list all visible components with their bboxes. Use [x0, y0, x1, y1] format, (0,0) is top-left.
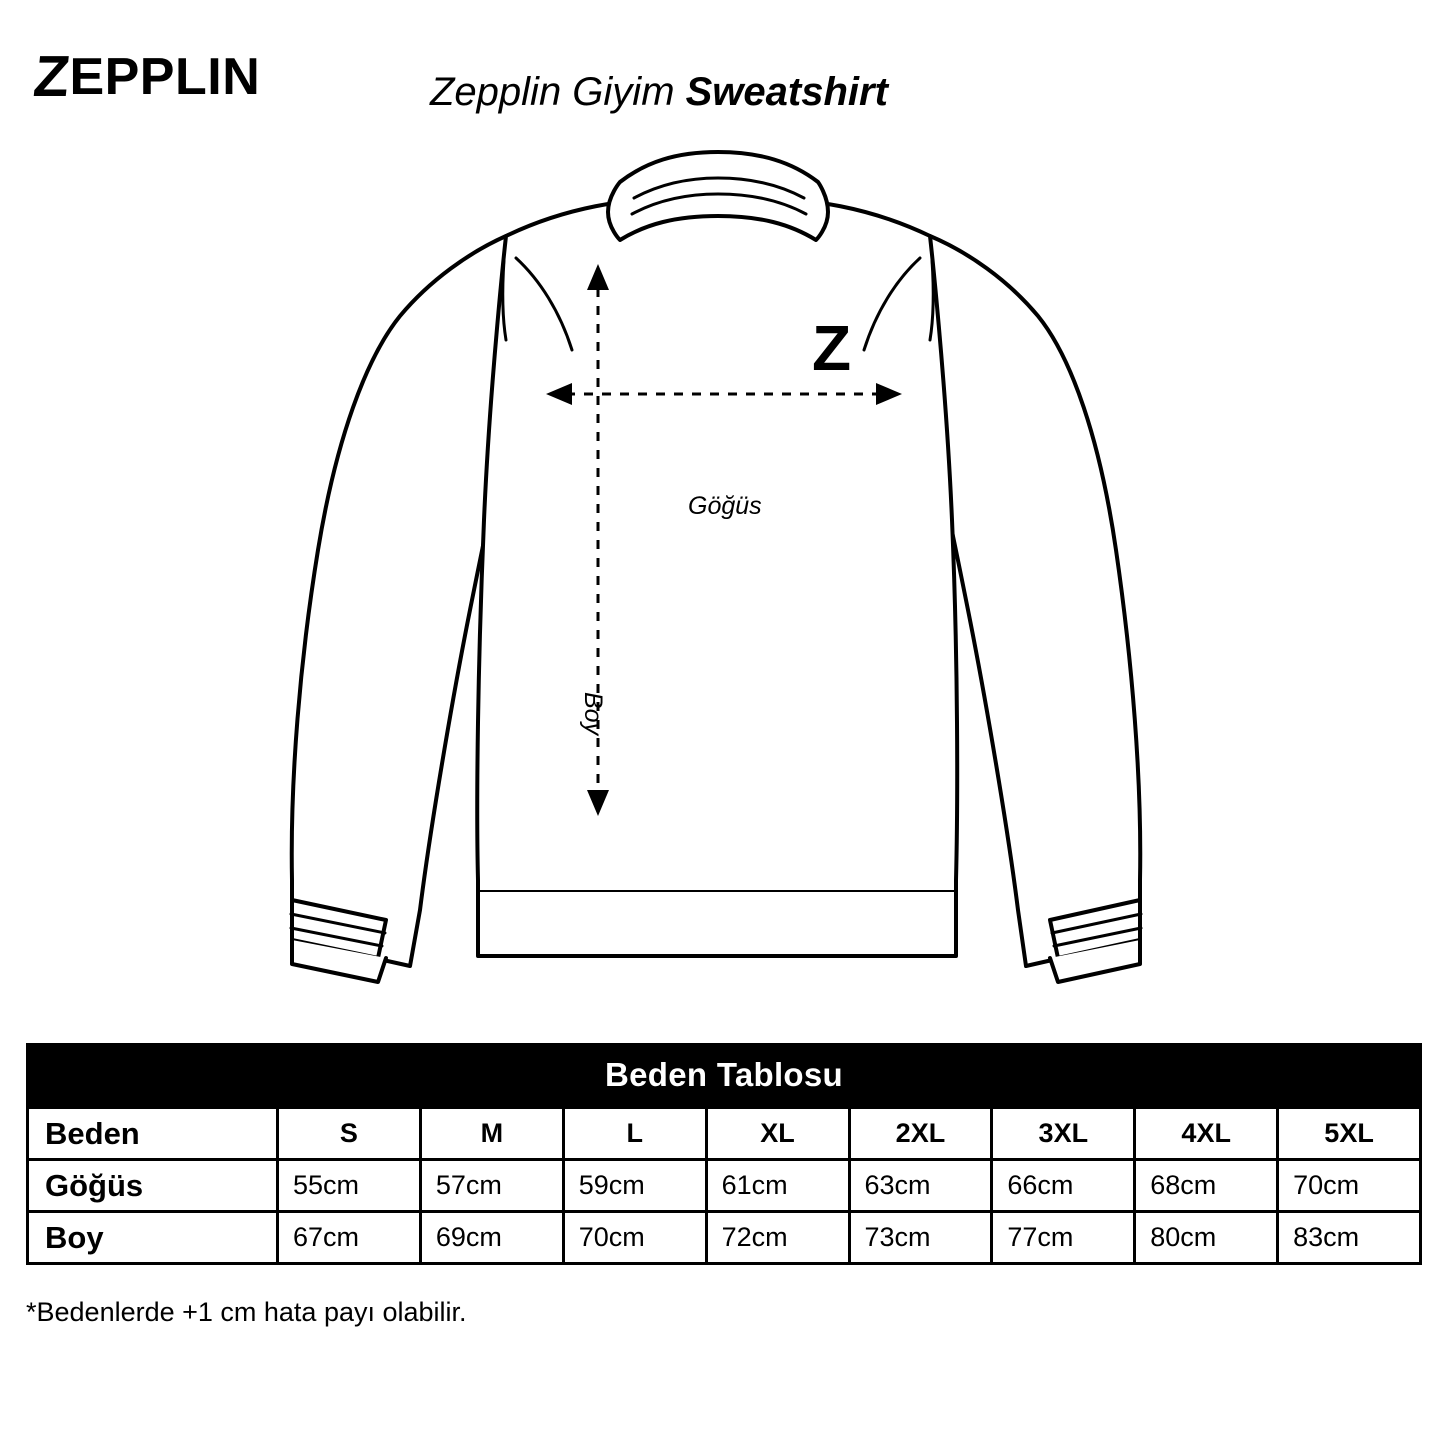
header-cell-size-4: 2XL	[849, 1108, 992, 1160]
header-cell-size-1: M	[420, 1108, 563, 1160]
header-cell-size-0: S	[278, 1108, 421, 1160]
cell-gogus-4: 63cm	[849, 1160, 992, 1212]
header-cell-beden: Beden	[28, 1108, 278, 1160]
row-label-gogus: Göğüs	[28, 1160, 278, 1212]
size-chart-title: Beden Tablosu	[28, 1045, 1421, 1108]
cell-boy-3: 72cm	[706, 1212, 849, 1264]
brand-logo-zeta: Z	[30, 44, 72, 109]
cell-gogus-2: 59cm	[563, 1160, 706, 1212]
cell-gogus-3: 61cm	[706, 1160, 849, 1212]
header-cell-size-5: 3XL	[992, 1108, 1135, 1160]
header-cell-size-6: 4XL	[1135, 1108, 1278, 1160]
row-label-boy: Boy	[28, 1212, 278, 1264]
chest-measure-label: Göğüs	[688, 492, 762, 520]
length-measure-label: Boy	[579, 692, 607, 736]
cell-gogus-1: 57cm	[420, 1160, 563, 1212]
cell-gogus-0: 55cm	[278, 1160, 421, 1212]
header-cell-size-2: L	[563, 1108, 706, 1160]
cell-boy-4: 73cm	[849, 1212, 992, 1264]
size-chart	[26, 1043, 1422, 1265]
header-cell-size-7: 5XL	[1278, 1108, 1421, 1160]
sweatshirt-drawing	[0, 140, 1445, 1020]
table-title-row	[28, 1045, 1421, 1108]
brand-logo	[30, 44, 261, 109]
table-row	[28, 1160, 1421, 1212]
size-chart-table	[26, 1043, 1422, 1265]
page-title	[430, 70, 888, 115]
brand-logo-wordmark: EPPLIN	[69, 48, 261, 106]
cell-boy-1: 69cm	[420, 1212, 563, 1264]
svg-text:Z: Z	[812, 312, 852, 384]
table-row	[28, 1212, 1421, 1264]
chest-logo-mark	[812, 312, 851, 384]
cell-boy-0: 67cm	[278, 1212, 421, 1264]
cell-boy-6: 80cm	[1135, 1212, 1278, 1264]
cell-boy-2: 70cm	[563, 1212, 706, 1264]
page-title-prefix: Zepplin Giyim	[430, 70, 686, 114]
cell-boy-5: 77cm	[992, 1212, 1135, 1264]
cell-gogus-5: 66cm	[992, 1160, 1135, 1212]
table-header-row	[28, 1108, 1421, 1160]
garment-illustration	[0, 140, 1445, 1020]
cell-gogus-7: 70cm	[1278, 1160, 1421, 1212]
disclaimer-note: *Bedenlerde +1 cm hata payı olabilir.	[26, 1297, 467, 1327]
page-title-product: Sweatshirt	[685, 70, 888, 114]
header-cell-size-3: XL	[706, 1108, 849, 1160]
cell-gogus-6: 68cm	[1135, 1160, 1278, 1212]
cell-boy-7: 83cm	[1278, 1212, 1421, 1264]
header	[0, 0, 1445, 150]
